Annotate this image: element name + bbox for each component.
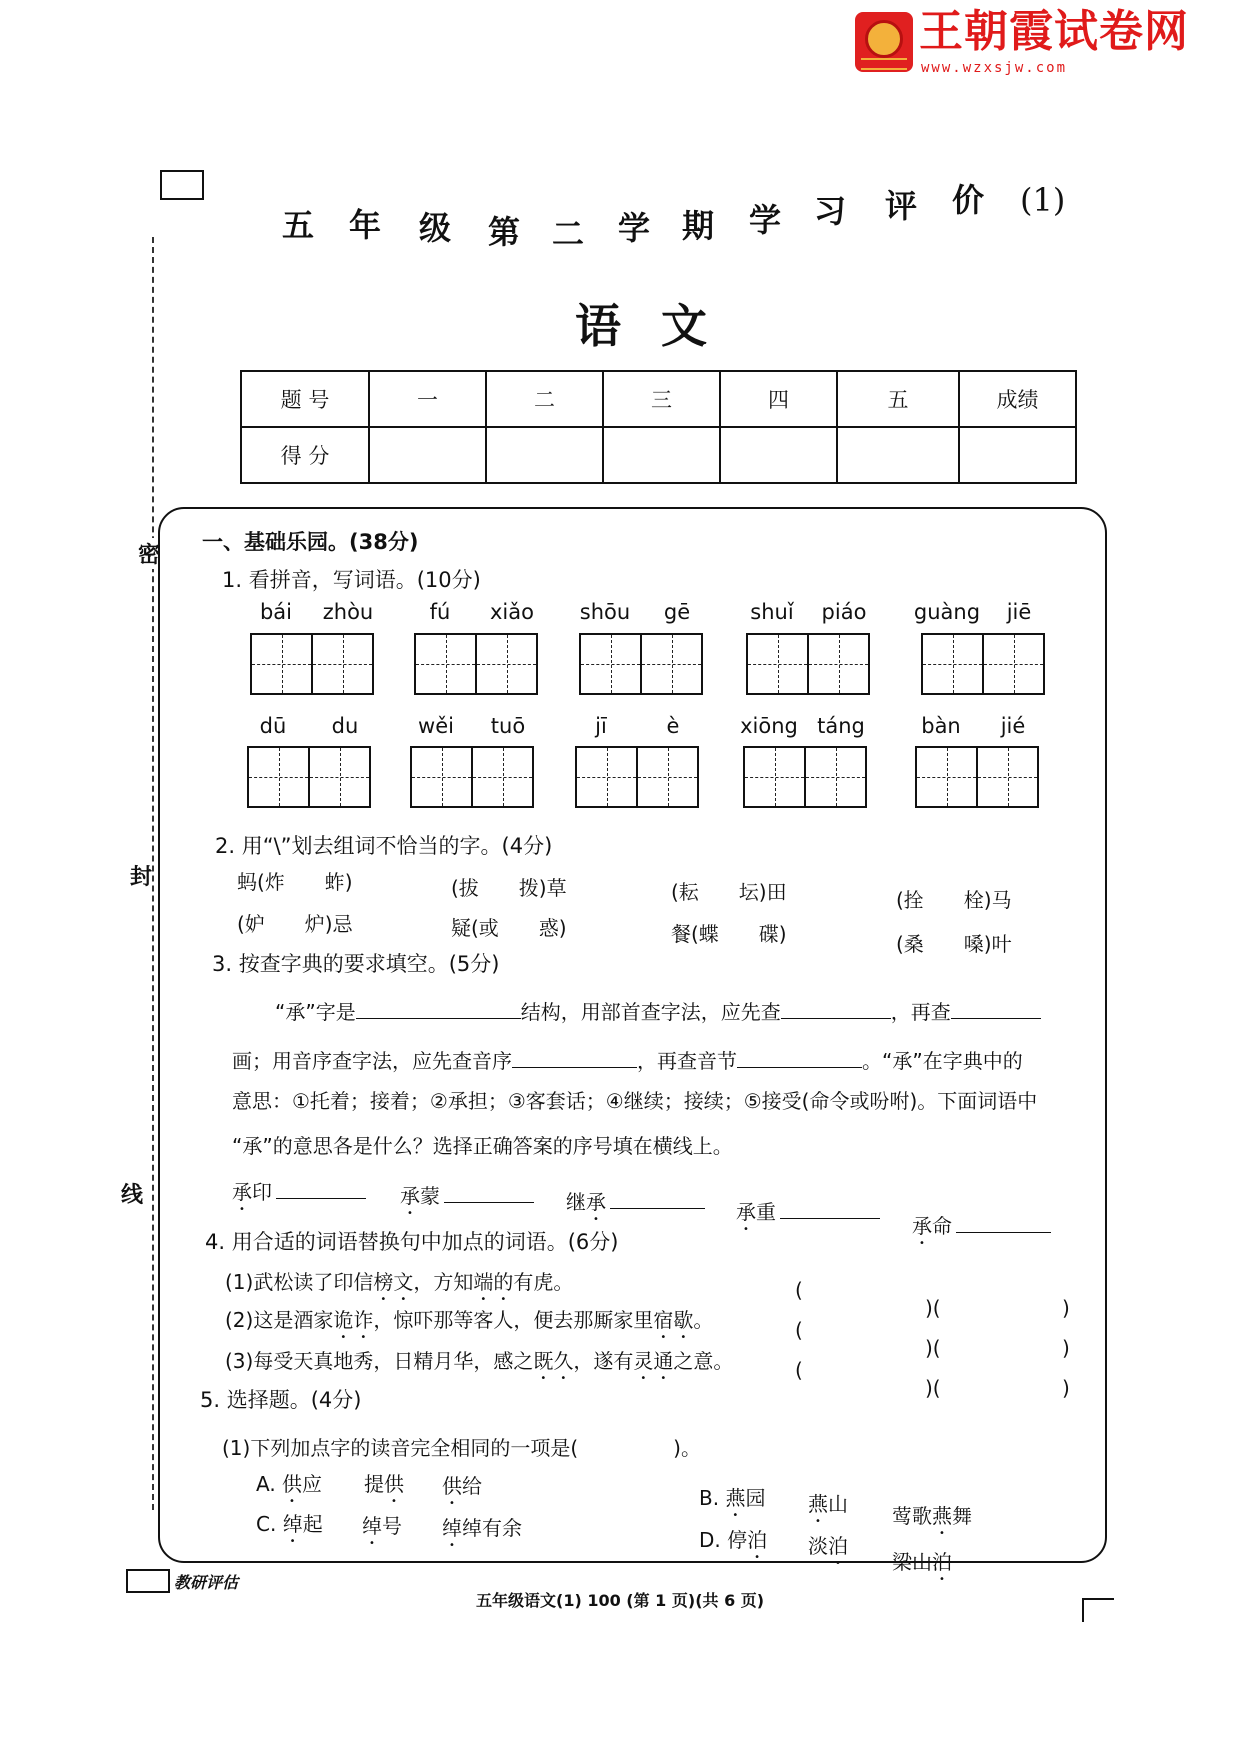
q4-heading: 4. 用合适的词语替换句中加点的词语。(6分) xyxy=(205,1230,619,1254)
q3-text: 。“承”在字典中的 xyxy=(862,1049,1023,1073)
text-segment: 应 xyxy=(302,1472,323,1496)
score-col-header: 二 xyxy=(486,371,603,427)
grid-cell[interactable] xyxy=(748,635,807,693)
text-segment: A. xyxy=(256,1472,283,1496)
q3-word-item xyxy=(912,1210,1051,1249)
q5-option-d xyxy=(892,1546,952,1585)
text-segment: ，惊吓那等客人，便去那厮家里 xyxy=(373,1308,654,1332)
pinyin: dū xyxy=(259,714,287,738)
eval-box xyxy=(126,1569,170,1593)
emphasized-text: 泊 xyxy=(932,1550,952,1574)
pinyin: zhòu xyxy=(322,600,374,624)
emphasized-text: 承 xyxy=(912,1214,932,1238)
score-value-row xyxy=(241,427,1076,483)
pinyin: è xyxy=(666,714,680,738)
score-col-header: 四 xyxy=(720,371,837,427)
answer-blank[interactable] xyxy=(781,998,891,1019)
title-char: (1) xyxy=(1020,181,1066,219)
q3-text: ，再查 xyxy=(890,1000,951,1024)
char-box[interactable] xyxy=(921,633,1045,695)
q3-text: 画；用音序查字法，应先查音序 xyxy=(232,1049,512,1073)
q3-line1 xyxy=(275,996,1041,1025)
score-cell[interactable] xyxy=(369,427,486,483)
char-box[interactable] xyxy=(915,746,1039,808)
q2-item[interactable]: 疑(或 惑) xyxy=(451,916,567,940)
answer-blank[interactable] xyxy=(737,1047,862,1068)
text-segment: D. 停 xyxy=(699,1528,748,1552)
grid-cell[interactable] xyxy=(308,748,369,806)
q2-item[interactable]: (耘 坛)田 xyxy=(671,880,787,904)
emphasized-text: 绰 xyxy=(282,1512,303,1536)
score-cell[interactable] xyxy=(603,427,720,483)
q2-item[interactable]: 餐(蝶 碟) xyxy=(671,922,787,946)
char-box[interactable] xyxy=(414,633,538,695)
char-box[interactable] xyxy=(575,746,699,808)
text-segment: C. xyxy=(256,1512,283,1536)
pinyin: bàn xyxy=(921,714,961,738)
text-segment: 有虎。 xyxy=(513,1270,574,1294)
q2-item[interactable]: (拔 拨)草 xyxy=(451,876,567,900)
title-char: 年 xyxy=(349,206,382,244)
answer-paren-mid[interactable]: )( xyxy=(925,1296,941,1320)
text-segment: 山 xyxy=(828,1492,848,1516)
q5-option-d xyxy=(808,1530,848,1569)
seal-label-xian: 线 xyxy=(121,1178,143,1209)
text-segment: 起 xyxy=(302,1512,323,1536)
answer-paren-mid[interactable]: )( xyxy=(925,1376,941,1400)
emphasized-text: 诡诈 xyxy=(333,1308,374,1332)
char-box[interactable] xyxy=(746,633,870,695)
text-segment: ，遂有 xyxy=(573,1349,634,1373)
q5-option-b xyxy=(808,1488,848,1527)
score-header-row xyxy=(241,371,1076,427)
grid-cell[interactable] xyxy=(917,748,976,806)
emphasized-text: 泊 xyxy=(747,1528,768,1552)
text-segment: 号 xyxy=(382,1514,402,1538)
q5-option-d[interactable] xyxy=(699,1524,767,1563)
score-col-header: 三 xyxy=(603,371,720,427)
grid-cell[interactable] xyxy=(252,635,311,693)
q3-line4: “承”的意思各是什么？选择正确答案的序号填在横线上。 xyxy=(232,1134,733,1158)
title-char: 级 xyxy=(419,209,452,247)
grid-cell[interactable] xyxy=(982,635,1043,693)
grid-cell[interactable] xyxy=(577,748,636,806)
answer-paren-open[interactable]: ( xyxy=(795,1358,803,1382)
grid-cell[interactable] xyxy=(804,748,865,806)
eval-label: 教研评估 xyxy=(174,1573,239,1592)
pinyin: bái xyxy=(259,600,293,624)
text-segment: (3)每受天真地秀，日精月华，感之 xyxy=(225,1349,534,1373)
emphasized-text: 端的 xyxy=(473,1270,514,1294)
q5-option-a[interactable] xyxy=(256,1468,322,1507)
char-box[interactable] xyxy=(250,633,374,695)
q4-sentence xyxy=(225,1266,573,1305)
pinyin: piáo xyxy=(821,600,867,624)
text-segment: 重 xyxy=(756,1200,776,1224)
answer-paren-open[interactable]: ( xyxy=(795,1318,803,1342)
emphasized-text: 绰 xyxy=(442,1516,462,1540)
text-segment: 莺歌 xyxy=(892,1504,932,1528)
corner-mark xyxy=(1082,1598,1114,1622)
score-col-header: 五 xyxy=(837,371,959,427)
binding-line xyxy=(152,237,154,1510)
q5-option-a xyxy=(364,1468,404,1507)
text-segment: 提 xyxy=(364,1472,384,1496)
text-segment: 。 xyxy=(693,1308,714,1332)
seal-label-mi: 密 xyxy=(138,538,160,569)
char-box[interactable] xyxy=(247,746,371,808)
text-segment: ，方知 xyxy=(413,1270,474,1294)
grid-cell[interactable] xyxy=(640,635,701,693)
title-char: 二 xyxy=(552,215,585,253)
text-segment: 命 xyxy=(932,1214,952,1238)
emphasized-text: 绰 xyxy=(362,1514,382,1538)
char-box[interactable] xyxy=(743,746,867,808)
pinyin: jié xyxy=(1000,714,1026,738)
pinyin: shōu xyxy=(579,600,631,624)
q2-item[interactable]: 蚂(炸 蚱) xyxy=(237,870,353,894)
grid-cell[interactable] xyxy=(412,748,471,806)
emphasized-text: 既久 xyxy=(533,1349,574,1373)
page-info: 五年级语文(1) 100 (第 1 页)(共 6 页) xyxy=(476,1591,765,1610)
title-char: 学 xyxy=(618,209,651,247)
answer-blank[interactable] xyxy=(512,1047,637,1068)
logo-url: www.wzxsjw.com xyxy=(921,60,1068,76)
q5-option-b[interactable] xyxy=(699,1482,765,1521)
answer-blank[interactable] xyxy=(356,998,521,1019)
emphasized-text: 泊 xyxy=(828,1534,848,1558)
grid-cell[interactable] xyxy=(416,635,475,693)
q4-sentence xyxy=(225,1304,713,1343)
emphasized-text: 承 xyxy=(400,1184,420,1208)
answer-paren-close[interactable]: ) xyxy=(1062,1336,1070,1360)
pinyin: guàng xyxy=(913,600,981,624)
corner-box xyxy=(160,170,204,200)
score-cell[interactable] xyxy=(837,427,959,483)
emphasized-text: 承 xyxy=(232,1180,252,1204)
logo-name: 王朝霞试卷网 xyxy=(919,6,1189,57)
pinyin: jī xyxy=(595,714,607,738)
pinyin: shuǐ xyxy=(750,600,794,624)
q3-word-item xyxy=(232,1176,366,1215)
answer-blank[interactable] xyxy=(956,1212,1051,1233)
text-segment: 蒙 xyxy=(420,1184,440,1208)
emphasized-text: 燕 xyxy=(725,1486,746,1510)
emphasized-text: 承 xyxy=(736,1200,756,1224)
title-char: 五 xyxy=(282,206,315,244)
pinyin: xiōng xyxy=(740,714,798,738)
q2-item[interactable]: (拴 栓)马 xyxy=(896,888,1012,912)
title-char: 价 xyxy=(952,181,985,219)
q5-sub1 xyxy=(222,1432,701,1461)
q5-sub1-text: (1)下列加点字的读音完全相同的一项是( xyxy=(222,1436,579,1460)
score-col-header: 一 xyxy=(369,371,486,427)
pinyin: jiē xyxy=(1006,600,1032,624)
emphasized-text: 燕 xyxy=(932,1504,952,1528)
score-cell[interactable] xyxy=(720,427,837,483)
grid-cell[interactable] xyxy=(249,748,308,806)
answer-paren-open[interactable]: ( xyxy=(795,1278,803,1302)
answer-paren-mid[interactable]: )( xyxy=(925,1336,941,1360)
watermark-logo xyxy=(855,6,1189,78)
score-cell[interactable] xyxy=(486,427,603,483)
grid-cell[interactable] xyxy=(807,635,868,693)
seal-label-feng: 封 xyxy=(130,860,152,891)
char-box[interactable] xyxy=(410,746,534,808)
q5-option-a xyxy=(442,1470,482,1509)
text-segment: 舞 xyxy=(952,1504,972,1528)
grid-cell[interactable] xyxy=(745,748,804,806)
emphasized-text: 承 xyxy=(586,1190,606,1214)
grid-cell[interactable] xyxy=(581,635,640,693)
grid-cell[interactable] xyxy=(471,748,532,806)
grid-cell[interactable] xyxy=(976,748,1037,806)
q5-option-c[interactable] xyxy=(256,1508,323,1547)
score-cell[interactable] xyxy=(959,427,1076,483)
title-char: 学 xyxy=(749,201,782,239)
text-segment: 给 xyxy=(462,1474,482,1498)
text-segment: 继 xyxy=(566,1190,586,1214)
q3-line2 xyxy=(232,1045,1023,1074)
grid-cell[interactable] xyxy=(311,635,372,693)
q5-option-c xyxy=(442,1512,522,1551)
title-char: 期 xyxy=(682,207,715,245)
answer-paren-close[interactable]: ) xyxy=(1062,1296,1070,1320)
text-segment: 绰有余 xyxy=(462,1516,522,1540)
q3-text: ，再查音节 xyxy=(637,1049,737,1073)
q3-line3: 意思：①托着；接着；②承担；③客套话；④继续；接续；⑤接受(命令或吩咐)。下面词语中 xyxy=(232,1089,1038,1113)
pinyin: du xyxy=(331,714,359,738)
emphasized-text: 榜文 xyxy=(373,1270,414,1294)
emphasized-text: 灵通 xyxy=(633,1349,674,1373)
answer-blank[interactable] xyxy=(610,1188,705,1209)
q3-heading: 3. 按查字典的要求填空。(5分) xyxy=(212,952,500,976)
subject-title: 语文 xyxy=(575,299,747,353)
char-box[interactable] xyxy=(579,633,703,695)
pinyin: táng xyxy=(817,714,865,738)
score-col-header: 成绩 xyxy=(959,371,1076,427)
text-segment: (2)这是酒家 xyxy=(225,1308,334,1332)
pinyin: wěi xyxy=(418,714,454,738)
pinyin: xiǎo xyxy=(490,600,534,624)
grid-cell[interactable] xyxy=(475,635,536,693)
answer-blank[interactable] xyxy=(276,1178,366,1199)
q5-sub1-end: )。 xyxy=(673,1436,701,1460)
logo-emblem-icon xyxy=(855,12,913,72)
title-char: 习 xyxy=(814,192,847,230)
answer-blank[interactable] xyxy=(444,1182,534,1203)
q2-item[interactable]: (妒 炉)忌 xyxy=(237,912,353,936)
answer-paren-close[interactable]: ) xyxy=(1062,1376,1070,1400)
answer-blank[interactable] xyxy=(951,998,1041,1019)
emphasized-text: 燕 xyxy=(808,1492,828,1516)
text-segment: 淡 xyxy=(808,1534,828,1558)
pinyin: fú xyxy=(429,600,451,624)
text-segment: (1)武松读了印信 xyxy=(225,1270,374,1294)
q3-text: 结构，用部首查字法，应先查 xyxy=(520,1000,781,1024)
q3-word-item xyxy=(566,1186,705,1225)
emphasized-text: 供 xyxy=(282,1472,303,1496)
pinyin: tuō xyxy=(490,714,526,738)
q5-option-b xyxy=(892,1500,972,1539)
text-segment: 印 xyxy=(252,1180,272,1204)
emphasized-text: 宿歇 xyxy=(653,1308,694,1332)
text-segment: 之意。 xyxy=(673,1349,734,1373)
row-label: 得 分 xyxy=(241,427,369,483)
q4-sentence xyxy=(225,1345,733,1384)
title-char: 评 xyxy=(885,187,918,225)
q2-heading: 2. 用“\”划去组词不恰当的字。(4分) xyxy=(215,834,553,858)
text-segment: B. xyxy=(699,1486,726,1510)
answer-blank[interactable] xyxy=(780,1198,880,1219)
q3-word-item xyxy=(736,1196,880,1235)
q5-option-c xyxy=(362,1510,402,1549)
q3-word-item xyxy=(400,1180,534,1219)
pinyin: gē xyxy=(663,600,691,624)
text-segment: 梁山 xyxy=(892,1550,932,1574)
q2-item[interactable]: (桑 嗓)叶 xyxy=(896,932,1012,956)
q1-heading: 1. 看拼音，写词语。(10分) xyxy=(222,568,481,592)
emphasized-text: 供 xyxy=(384,1472,404,1496)
q3-text: “承”字是 xyxy=(275,1000,356,1024)
title-char: 第 xyxy=(488,213,521,251)
row-label: 题 号 xyxy=(241,371,369,427)
section-heading: 一、基础乐园。(38分) xyxy=(202,530,419,554)
q5-heading: 5. 选择题。(4分) xyxy=(200,1388,362,1412)
grid-cell[interactable] xyxy=(923,635,982,693)
text-segment: 园 xyxy=(745,1486,766,1510)
emphasized-text: 供 xyxy=(442,1474,462,1498)
grid-cell[interactable] xyxy=(636,748,697,806)
score-table xyxy=(240,370,1077,484)
